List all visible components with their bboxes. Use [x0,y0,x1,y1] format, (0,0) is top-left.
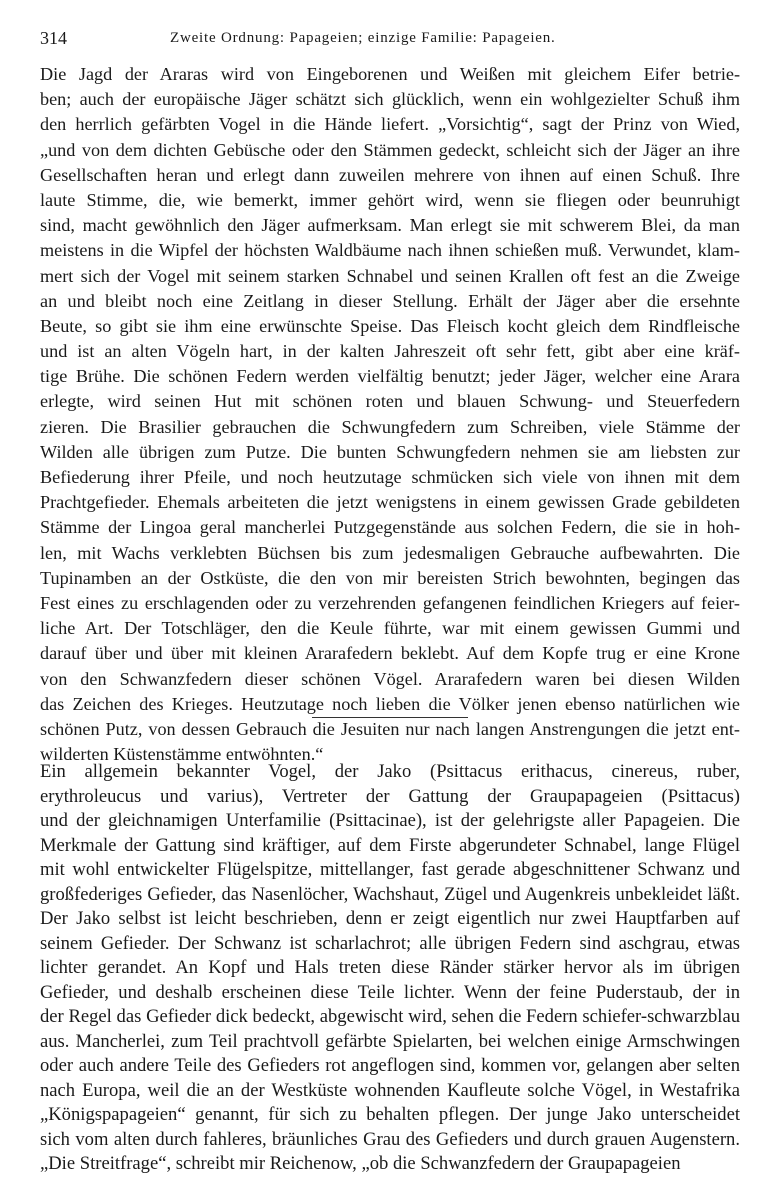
text-line: sind, macht gewöhnlich den Jäger aufmerksam. Man erlegt sie mit schwerem Blei, da man [40,215,740,236]
text-line: darauf über und über mit kleinen Ararafedern beklebt. Auf dem Kopfe trug er eine Krone [40,643,740,664]
text-line: das Zeichen des Krieges. Heutzutage noch lieben die Völker jenen ebenso natürlichen wie [40,693,740,714]
text-line: Beute, so gibt sie ihm eine erwünschte Speise. Das Fleisch kocht gleich dem Rindfleische [40,315,740,336]
page-number: 314 [40,28,67,48]
text-line: Die Jagd der Araras wird von Eingeborenen und Weißen mit gleichem Eifer betrie- [40,64,740,84]
text-line: lichter gerandet. An Kopf und Hals treten diese Ränder stärker hervor als im übrigen [40,957,740,978]
text-line: seinem Gefieder. Der Schwanz ist scharlachrot; alle übrigen Federn sind aschgrau, etwas [40,932,740,954]
text-line: erythroleucus und varius), Vertreter der Gattung der Graupapageien (Psittacus) [40,785,740,807]
text-line: mert sich der Vogel mit seinem starken Schnabel und seinen Krallen oft fest an die Zweige [40,265,740,286]
text-line: „Königspapageien“ genannt, für sich zu behalten pflegen. Der junge Jako unterscheidet [40,1104,740,1125]
text-line: Merkmale der Gattung sind kräftiger, auf dem Firste abgerundeter Schnabel, lange Flügel [40,834,740,856]
text-line: tige Brühe. Die schönen Federn werden vielfältig benutzt; jeder Jäger, welcher eine Arara [40,366,740,387]
text-line: Ein allgemein bekannter Vogel, der Jako (Psittacus erithacus, cinereus, ruber, [40,761,740,782]
text-line: Fest eines zu erschlagenden oder zu verzehrenden gefangenen feindlichen Kriegers auf feier- [40,592,740,613]
text-line: aus. Mancherlei, zum Teil prachtvoll gefärbte Spielarten, bei welchen einige Armschwingen [40,1030,740,1052]
text-line: und der gleichnamigen Unterfamilie (Psittacinae), ist der gelehrigste aller Papageien. Die [40,810,740,831]
text-line: der Regel das Gefieder dick bedeckt, abgewischt wird, sehen die Federn schiefer-schwarzblau [40,1006,740,1027]
text-line: „Die Streitfrage“, schreibt mir Reichenow, „ob die Schwanzfedern der Graupapageien [40,1153,681,1174]
main-text [40,760,740,1177]
section-divider [312,717,468,718]
text-line: oder auch andere Teile des Gefieders rot angeflogen sind, kommen vor, gelangen aber selten [40,1055,740,1076]
text-line: wilderten Küstenstämme entwöhnten.“ [40,744,324,765]
text-line: an und bleibt noch eine Zeitlang in dieser Stellung. Erhält der Jäger aber die ersehnte [40,290,740,311]
running-head: Zweite Ordnung: Papageien; einzige Familie: Papageien. [170,30,556,46]
text-line: zieren. Die Brasilier gebrauchen die Schwungfedern zum Schreiben, viele Stämme der [40,416,740,437]
text-line: erlegte, wird seinen Hut mit schönen roten und blauen Schwung- und Steuerfedern [40,391,740,412]
text-line: len, mit Wachs verklebten Büchsen bis zum jedesmaligen Gebrauche aufbewahrten. Die [40,542,740,563]
text-line: ben; auch der europäische Jäger schätzt sich glücklich, wenn ein wohlgezielter Schuß ihm [40,89,740,110]
text-line: meistens in die Wipfel der höchsten Waldbäume nach ihnen schießen muß. Verwundet, klam- [40,240,740,261]
text-line: großfederiges Gefieder, das Nasenlöcher, Wachshaut, Zügel und Augenkreis unbekleidet läßt. [40,883,740,905]
text-line: Gesellschaften heran und erlegt dann zuweilen mehrere von ihnen auf einen Schuß. Ihre [40,164,740,185]
text-line: Der Jako selbst ist leicht beschrieben, denn er zeigt eigentlich nur zwei Hauptfarben auf [40,908,740,929]
quoted-passage [40,62,740,767]
text-line: „und von dem dichten Gebüsche oder den Stämmen gedeckt, schleicht sich der Jäger an ihre [40,139,740,160]
text-line: liche Art. Der Totschläger, den die Keule führte, war mit einem gewissen Gummi und [40,618,740,639]
text-line: Tupinamben an der Ostküste, die den von mir bereisten Strich bewohnten, begingen das [40,567,740,588]
text-line: mit wohl entwickelter Flügelspitze, mittellanger, fast gerade abgeschnittener Schwanz und [40,859,740,880]
text-line: schönen Putz, von dessen Gebrauch die Jesuiten nur nach langen Anstrengungen die jetzt ent- [40,718,740,739]
page-header [40,28,758,48]
text-line: Wilden alle übrigen zum Putze. Die bunten Schwungfedern nehmen sie am liebsten zur [40,441,740,462]
text-line: nach Europa, weil die an der Westküste wohnenden Kaufleute solche Vögel, in Westafrika [40,1079,740,1101]
text-line: laute Stimme, die, wie bemerkt, immer gehört wird, wenn sie fliegen oder beunruhigt [40,189,740,210]
text-line: von den Schwanzfedern dieser schönen Vögel. Ararafedern waren bei diesen Wilden [40,668,740,689]
text-line: Befiederung ihrer Pfeile, und noch heutzutage schmücken sich viele von ihnen mit dem [40,467,740,487]
text-line: Gefieder, und deshalb erscheinen diese Teile lichter. Wenn der feine Puderstaub, der in [40,981,740,1003]
text-line: und ist an alten Vögeln hart, in der kalten Jahreszeit oft sehr fett, gibt aber eine kräf- [40,341,740,362]
text-line: sich vom alten durch fahleres, bräunliches Grau des Gefieders und durch grauen Augenstern. [40,1128,740,1150]
text-line: den herrlich gefärbten Vogel in die Hände liefert. „Vorsichtig“, sagt der Prinz von Wied, [40,114,740,135]
text-line: Prachtgefieder. Ehemals arbeiteten die jetzt wenigstens in einem gewissen Grade gebildeten [40,492,740,513]
text-line: Stämme der Lingoa geral mancherlei Putzgegenstände aus solchen Federn, die sie in hoh- [40,517,740,538]
